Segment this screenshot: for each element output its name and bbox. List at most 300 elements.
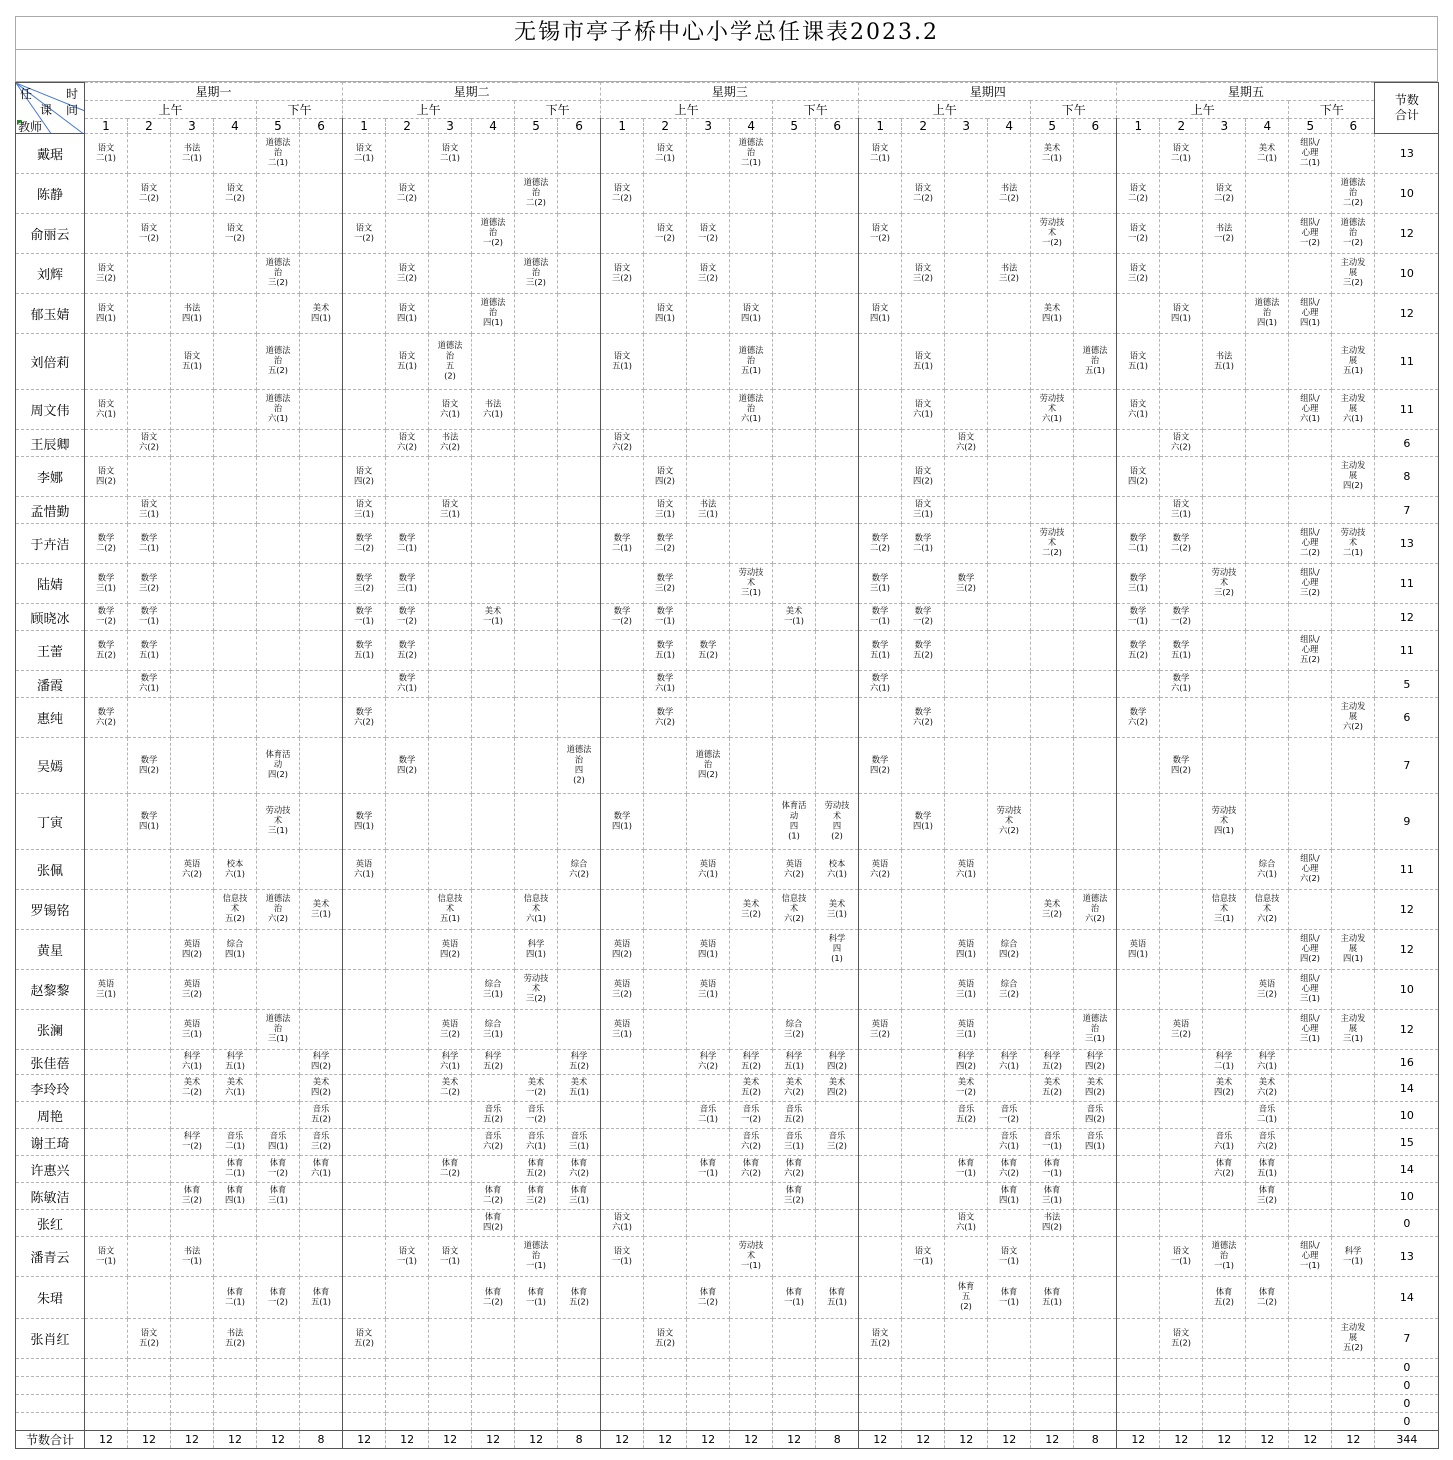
class-cell[interactable]: 美术 五(2) [1031, 1075, 1074, 1102]
empty-cell[interactable] [515, 604, 558, 631]
empty-cell[interactable] [687, 1413, 730, 1431]
empty-cell[interactable] [386, 890, 429, 930]
class-cell[interactable]: 数学 一(2) [386, 604, 429, 631]
empty-cell[interactable] [601, 1359, 644, 1377]
class-cell[interactable]: 道德法 治 五(1) [1074, 334, 1117, 390]
empty-cell[interactable] [1203, 390, 1246, 430]
empty-cell[interactable] [257, 564, 300, 604]
empty-cell[interactable] [945, 698, 988, 738]
empty-cell[interactable] [257, 930, 300, 970]
empty-cell[interactable] [85, 334, 128, 390]
empty-cell[interactable] [902, 1156, 945, 1183]
empty-cell[interactable] [1160, 1395, 1203, 1413]
empty-cell[interactable] [386, 1210, 429, 1237]
empty-cell[interactable] [1074, 134, 1117, 174]
empty-cell[interactable] [558, 631, 601, 671]
class-cell[interactable]: 音乐 五(2) [945, 1102, 988, 1129]
class-cell[interactable]: 道德法 治 五(1) [730, 334, 773, 390]
class-cell[interactable]: 音乐 一(1) [1031, 1129, 1074, 1156]
class-cell[interactable]: 美术 六(2) [1246, 1075, 1289, 1102]
class-cell[interactable]: 科学 六(1) [1246, 1050, 1289, 1075]
class-cell[interactable]: 英语 六(1) [343, 850, 386, 890]
empty-cell[interactable] [988, 1010, 1031, 1050]
class-cell[interactable]: 体育 六(2) [988, 1156, 1031, 1183]
empty-cell[interactable] [1160, 1377, 1203, 1395]
class-cell[interactable]: 语文 三(2) [1117, 254, 1160, 294]
class-cell[interactable]: 音乐 六(1) [515, 1129, 558, 1156]
empty-cell[interactable] [1117, 970, 1160, 1010]
class-cell[interactable]: 科学 四(2) [1074, 1050, 1117, 1075]
empty-cell[interactable] [601, 1156, 644, 1183]
empty-cell[interactable] [1332, 1075, 1375, 1102]
class-cell[interactable]: 体育 五(2) [515, 1156, 558, 1183]
empty-cell[interactable] [429, 631, 472, 671]
empty-cell[interactable] [171, 524, 214, 564]
class-cell[interactable]: 数学 三(1) [85, 564, 128, 604]
empty-cell[interactable] [472, 794, 515, 850]
empty-cell[interactable] [128, 294, 171, 334]
empty-cell[interactable] [558, 698, 601, 738]
empty-cell[interactable] [902, 1319, 945, 1359]
empty-cell[interactable] [300, 1377, 343, 1395]
class-cell[interactable]: 数学 六(1) [128, 671, 171, 698]
class-cell[interactable]: 语文 一(2) [128, 214, 171, 254]
empty-cell[interactable] [1160, 1075, 1203, 1102]
empty-cell[interactable] [386, 1413, 429, 1431]
class-cell[interactable]: 主动发 展 六(1) [1332, 390, 1375, 430]
empty-cell[interactable] [1332, 1210, 1375, 1237]
empty-cell[interactable] [1074, 1237, 1117, 1277]
empty-cell[interactable] [472, 497, 515, 524]
class-cell[interactable]: 体育 五(2) [558, 1277, 601, 1319]
empty-cell[interactable] [816, 174, 859, 214]
empty-cell[interactable] [257, 1319, 300, 1359]
class-cell[interactable]: 数学 四(2) [128, 738, 171, 794]
empty-cell[interactable] [1117, 794, 1160, 850]
class-cell[interactable]: 数学 一(2) [902, 604, 945, 631]
empty-cell[interactable] [1203, 1395, 1246, 1413]
empty-cell[interactable] [1074, 738, 1117, 794]
class-cell[interactable]: 体育 六(2) [773, 1156, 816, 1183]
empty-cell[interactable] [1160, 794, 1203, 850]
class-cell[interactable]: 英语 三(1) [687, 970, 730, 1010]
empty-cell[interactable] [1031, 671, 1074, 698]
class-cell[interactable]: 道德法 治 二(1) [730, 134, 773, 174]
empty-cell[interactable] [85, 1319, 128, 1359]
class-cell[interactable]: 劳动技 术 二(2) [1031, 524, 1074, 564]
empty-cell[interactable] [945, 1413, 988, 1431]
empty-cell[interactable] [171, 214, 214, 254]
empty-cell[interactable] [1117, 497, 1160, 524]
empty-cell[interactable] [515, 294, 558, 334]
class-cell[interactable]: 主动发 展 三(2) [1332, 254, 1375, 294]
empty-cell[interactable] [128, 970, 171, 1010]
empty-cell[interactable] [300, 1395, 343, 1413]
class-cell[interactable]: 美术 四(2) [300, 1075, 343, 1102]
class-cell[interactable]: 音乐 五(2) [773, 1102, 816, 1129]
empty-cell[interactable] [1074, 1413, 1117, 1431]
class-cell[interactable]: 书法 四(1) [171, 294, 214, 334]
empty-cell[interactable] [257, 1210, 300, 1237]
empty-cell[interactable] [687, 430, 730, 457]
class-cell[interactable]: 体育 六(1) [300, 1156, 343, 1183]
empty-cell[interactable] [1074, 604, 1117, 631]
class-cell[interactable]: 数学 六(1) [386, 671, 429, 698]
empty-cell[interactable] [1117, 1183, 1160, 1210]
empty-cell[interactable] [644, 1359, 687, 1377]
class-cell[interactable]: 语文 五(2) [343, 1319, 386, 1359]
class-cell[interactable]: 数学 三(2) [644, 564, 687, 604]
empty-cell[interactable] [687, 794, 730, 850]
empty-cell[interactable] [214, 524, 257, 564]
class-cell[interactable]: 科学 四(2) [300, 1050, 343, 1075]
empty-cell[interactable] [773, 174, 816, 214]
empty-cell[interactable] [644, 1210, 687, 1237]
class-cell[interactable]: 书法 三(2) [988, 254, 1031, 294]
empty-cell[interactable] [558, 214, 601, 254]
empty-cell[interactable] [429, 294, 472, 334]
class-cell[interactable]: 语文 五(2) [644, 1319, 687, 1359]
class-cell[interactable]: 体育 一(2) [257, 1277, 300, 1319]
class-cell[interactable]: 音乐 二(1) [1246, 1102, 1289, 1129]
class-cell[interactable]: 美术 四(2) [1074, 1075, 1117, 1102]
class-cell[interactable]: 体育活 动 四(2) [257, 738, 300, 794]
empty-cell[interactable] [859, 1377, 902, 1395]
class-cell[interactable]: 数学 一(2) [85, 604, 128, 631]
empty-cell[interactable] [1203, 457, 1246, 497]
class-cell[interactable]: 语文 一(2) [687, 214, 730, 254]
class-cell[interactable]: 劳动技 术 四(1) [1203, 794, 1246, 850]
empty-cell[interactable] [429, 1319, 472, 1359]
class-cell[interactable]: 组队/ 心理 四(2) [1289, 930, 1332, 970]
empty-cell[interactable] [687, 134, 730, 174]
empty-cell[interactable] [773, 497, 816, 524]
class-cell[interactable]: 体育 一(1) [988, 1277, 1031, 1319]
empty-cell[interactable] [859, 698, 902, 738]
class-cell[interactable]: 数学 二(1) [902, 524, 945, 564]
class-cell[interactable]: 英语 三(1) [601, 1010, 644, 1050]
empty-cell[interactable] [773, 390, 816, 430]
class-cell[interactable]: 劳动技 术 一(1) [730, 1237, 773, 1277]
empty-cell[interactable] [128, 457, 171, 497]
class-cell[interactable]: 体育 五(1) [1031, 1277, 1074, 1319]
empty-cell[interactable] [558, 1237, 601, 1277]
class-cell[interactable]: 道德法 治 五(2) [257, 334, 300, 390]
empty-cell[interactable] [300, 390, 343, 430]
empty-cell[interactable] [945, 671, 988, 698]
empty-cell[interactable] [773, 930, 816, 970]
empty-cell[interactable] [128, 134, 171, 174]
empty-cell[interactable] [859, 1075, 902, 1102]
class-cell[interactable]: 数学 六(1) [1160, 671, 1203, 698]
empty-cell[interactable] [472, 564, 515, 604]
class-cell[interactable]: 书法 五(2) [214, 1319, 257, 1359]
empty-cell[interactable] [644, 1156, 687, 1183]
empty-cell[interactable] [257, 1377, 300, 1395]
empty-cell[interactable] [1074, 794, 1117, 850]
class-cell[interactable]: 道德法 治 三(1) [1074, 1010, 1117, 1050]
empty-cell[interactable] [1203, 294, 1246, 334]
empty-cell[interactable] [1332, 738, 1375, 794]
class-cell[interactable]: 数学 二(2) [644, 524, 687, 564]
class-cell[interactable]: 体育 二(1) [214, 1156, 257, 1183]
class-cell[interactable]: 劳动技 术 一(2) [1031, 214, 1074, 254]
class-cell[interactable]: 科学 一(1) [1332, 1237, 1375, 1277]
empty-cell[interactable] [214, 1237, 257, 1277]
empty-cell[interactable] [343, 334, 386, 390]
empty-cell[interactable] [1160, 1050, 1203, 1075]
class-cell[interactable]: 数学 一(1) [128, 604, 171, 631]
empty-cell[interactable] [558, 294, 601, 334]
empty-cell[interactable] [687, 174, 730, 214]
empty-cell[interactable] [773, 631, 816, 671]
empty-cell[interactable] [773, 1377, 816, 1395]
class-cell[interactable]: 组队/ 心理 一(1) [1289, 1237, 1332, 1277]
empty-cell[interactable] [1332, 564, 1375, 604]
empty-cell[interactable] [902, 134, 945, 174]
empty-cell[interactable] [128, 334, 171, 390]
class-cell[interactable]: 体育 五(1) [1246, 1156, 1289, 1183]
empty-cell[interactable] [171, 631, 214, 671]
empty-cell[interactable] [644, 850, 687, 890]
class-cell[interactable]: 信息技 术 六(2) [1246, 890, 1289, 930]
empty-cell[interactable] [300, 671, 343, 698]
empty-cell[interactable] [1074, 214, 1117, 254]
empty-cell[interactable] [773, 524, 816, 564]
empty-cell[interactable] [128, 930, 171, 970]
empty-cell[interactable] [644, 1050, 687, 1075]
empty-cell[interactable] [1203, 631, 1246, 671]
class-cell[interactable]: 书法 六(2) [429, 430, 472, 457]
class-cell[interactable]: 科学 四(2) [816, 1050, 859, 1075]
empty-cell[interactable] [644, 254, 687, 294]
class-cell[interactable]: 科学 四(1) [515, 930, 558, 970]
empty-cell[interactable] [1160, 1413, 1203, 1431]
empty-cell[interactable] [816, 1010, 859, 1050]
empty-cell[interactable] [945, 134, 988, 174]
empty-cell[interactable] [1289, 1359, 1332, 1377]
class-cell[interactable]: 语文 四(2) [902, 457, 945, 497]
empty-cell[interactable] [1031, 1395, 1074, 1413]
class-cell[interactable]: 数学 四(1) [601, 794, 644, 850]
empty-cell[interactable] [988, 1210, 1031, 1237]
empty-cell[interactable] [386, 214, 429, 254]
empty-cell[interactable] [128, 1277, 171, 1319]
empty-cell[interactable] [1246, 1395, 1289, 1413]
empty-cell[interactable] [171, 1156, 214, 1183]
class-cell[interactable]: 科学 六(1) [171, 1050, 214, 1075]
empty-cell[interactable] [644, 1102, 687, 1129]
empty-cell[interactable] [730, 671, 773, 698]
empty-cell[interactable] [214, 671, 257, 698]
class-cell[interactable]: 组队/ 心理 三(2) [1289, 564, 1332, 604]
empty-cell[interactable] [558, 794, 601, 850]
empty-cell[interactable] [687, 1129, 730, 1156]
class-cell[interactable]: 体育 四(1) [214, 1183, 257, 1210]
empty-cell[interactable] [558, 457, 601, 497]
empty-cell[interactable] [558, 430, 601, 457]
class-cell[interactable]: 综合 四(1) [214, 930, 257, 970]
class-cell[interactable]: 美术 六(1) [214, 1075, 257, 1102]
empty-cell[interactable] [945, 174, 988, 214]
empty-cell[interactable] [386, 794, 429, 850]
class-cell[interactable]: 数学 四(1) [128, 794, 171, 850]
empty-cell[interactable] [687, 1359, 730, 1377]
empty-cell[interactable] [1332, 631, 1375, 671]
empty-cell[interactable] [515, 134, 558, 174]
class-cell[interactable]: 体育 四(1) [988, 1183, 1031, 1210]
empty-cell[interactable] [902, 970, 945, 1010]
class-cell[interactable]: 语文 一(1) [988, 1237, 1031, 1277]
empty-cell[interactable] [515, 214, 558, 254]
class-cell[interactable]: 数学 五(1) [1160, 631, 1203, 671]
empty-cell[interactable] [214, 738, 257, 794]
empty-cell[interactable] [257, 698, 300, 738]
empty-cell[interactable] [1160, 457, 1203, 497]
empty-cell[interactable] [472, 1156, 515, 1183]
empty-cell[interactable] [902, 1075, 945, 1102]
empty-cell[interactable] [730, 1210, 773, 1237]
empty-cell[interactable] [429, 794, 472, 850]
empty-cell[interactable] [644, 1075, 687, 1102]
empty-cell[interactable] [1203, 430, 1246, 457]
class-cell[interactable]: 数学 二(2) [85, 524, 128, 564]
empty-cell[interactable] [386, 1156, 429, 1183]
empty-cell[interactable] [1117, 134, 1160, 174]
empty-cell[interactable] [386, 850, 429, 890]
empty-cell[interactable] [859, 970, 902, 1010]
empty-cell[interactable] [558, 564, 601, 604]
empty-cell[interactable] [1332, 1277, 1375, 1319]
empty-cell[interactable] [1289, 1413, 1332, 1431]
empty-cell[interactable] [859, 930, 902, 970]
class-cell[interactable]: 体育 二(2) [472, 1277, 515, 1319]
empty-cell[interactable] [816, 1210, 859, 1237]
empty-cell[interactable] [472, 254, 515, 294]
empty-cell[interactable] [300, 631, 343, 671]
empty-cell[interactable] [1117, 1102, 1160, 1129]
class-cell[interactable]: 英语 三(1) [945, 970, 988, 1010]
empty-cell[interactable] [343, 1395, 386, 1413]
empty-cell[interactable] [300, 497, 343, 524]
empty-cell[interactable] [171, 1102, 214, 1129]
empty-cell[interactable] [1246, 1413, 1289, 1431]
empty-cell[interactable] [1246, 174, 1289, 214]
class-cell[interactable]: 美术 六(2) [773, 1075, 816, 1102]
class-cell[interactable]: 音乐 四(2) [1074, 1102, 1117, 1129]
class-cell[interactable]: 英语 三(1) [171, 1010, 214, 1050]
empty-cell[interactable] [988, 430, 1031, 457]
empty-cell[interactable] [1074, 564, 1117, 604]
class-cell[interactable]: 书法 五(1) [1203, 334, 1246, 390]
empty-cell[interactable] [429, 1210, 472, 1237]
empty-cell[interactable] [343, 1277, 386, 1319]
class-cell[interactable]: 科学 五(1) [773, 1050, 816, 1075]
class-cell[interactable]: 语文 六(2) [601, 430, 644, 457]
empty-cell[interactable] [816, 214, 859, 254]
empty-cell[interactable] [730, 738, 773, 794]
class-cell[interactable]: 科学 一(2) [171, 1129, 214, 1156]
empty-cell[interactable] [1074, 174, 1117, 214]
empty-cell[interactable] [1031, 564, 1074, 604]
empty-cell[interactable] [386, 457, 429, 497]
class-cell[interactable]: 美术 二(2) [429, 1075, 472, 1102]
class-cell[interactable]: 科学 六(1) [988, 1050, 1031, 1075]
class-cell[interactable]: 语文 二(2) [128, 174, 171, 214]
empty-cell[interactable] [859, 794, 902, 850]
empty-cell[interactable] [85, 1075, 128, 1102]
empty-cell[interactable] [128, 1010, 171, 1050]
empty-cell[interactable] [687, 698, 730, 738]
empty-cell[interactable] [515, 1413, 558, 1431]
empty-cell[interactable] [515, 1377, 558, 1395]
class-cell[interactable]: 数学 二(1) [1117, 524, 1160, 564]
class-cell[interactable]: 体育 三(2) [773, 1183, 816, 1210]
empty-cell[interactable] [644, 1395, 687, 1413]
empty-cell[interactable] [1031, 1413, 1074, 1431]
class-cell[interactable]: 体育 三(1) [558, 1183, 601, 1210]
empty-cell[interactable] [945, 214, 988, 254]
empty-cell[interactable] [472, 174, 515, 214]
empty-cell[interactable] [601, 564, 644, 604]
empty-cell[interactable] [515, 1210, 558, 1237]
empty-cell[interactable] [601, 1395, 644, 1413]
class-cell[interactable]: 英语 三(2) [1160, 1010, 1203, 1050]
empty-cell[interactable] [429, 1277, 472, 1319]
empty-cell[interactable] [1074, 1210, 1117, 1237]
class-cell[interactable]: 道德法 治 六(2) [1074, 890, 1117, 930]
empty-cell[interactable] [816, 1359, 859, 1377]
empty-cell[interactable] [1246, 604, 1289, 631]
empty-cell[interactable] [644, 1010, 687, 1050]
empty-cell[interactable] [1289, 1129, 1332, 1156]
empty-cell[interactable] [515, 334, 558, 390]
empty-cell[interactable] [601, 890, 644, 930]
empty-cell[interactable] [730, 254, 773, 294]
empty-cell[interactable] [1332, 1183, 1375, 1210]
class-cell[interactable]: 音乐 一(2) [515, 1102, 558, 1129]
empty-cell[interactable] [902, 1377, 945, 1395]
empty-cell[interactable] [1332, 497, 1375, 524]
empty-cell[interactable] [1031, 1102, 1074, 1129]
empty-cell[interactable] [644, 430, 687, 457]
empty-cell[interactable] [300, 564, 343, 604]
empty-cell[interactable] [988, 738, 1031, 794]
class-cell[interactable]: 综合 四(2) [988, 930, 1031, 970]
empty-cell[interactable] [988, 497, 1031, 524]
empty-cell[interactable] [1031, 430, 1074, 457]
empty-cell[interactable] [945, 631, 988, 671]
empty-cell[interactable] [171, 794, 214, 850]
class-cell[interactable]: 道德法 治 四(1) [1246, 294, 1289, 334]
class-cell[interactable]: 道德法 治 六(1) [257, 390, 300, 430]
class-cell[interactable]: 主动发 展 五(2) [1332, 1319, 1375, 1359]
empty-cell[interactable] [214, 134, 257, 174]
class-cell[interactable]: 主动发 展 六(2) [1332, 698, 1375, 738]
class-cell[interactable]: 书法 三(1) [687, 497, 730, 524]
empty-cell[interactable] [128, 1395, 171, 1413]
class-cell[interactable]: 数学 三(1) [859, 564, 902, 604]
empty-cell[interactable] [214, 1102, 257, 1129]
empty-cell[interactable] [773, 738, 816, 794]
empty-cell[interactable] [472, 1395, 515, 1413]
empty-cell[interactable] [171, 1210, 214, 1237]
empty-cell[interactable] [988, 1075, 1031, 1102]
empty-cell[interactable] [558, 1377, 601, 1395]
empty-cell[interactable] [988, 850, 1031, 890]
empty-cell[interactable] [1332, 134, 1375, 174]
empty-cell[interactable] [515, 850, 558, 890]
